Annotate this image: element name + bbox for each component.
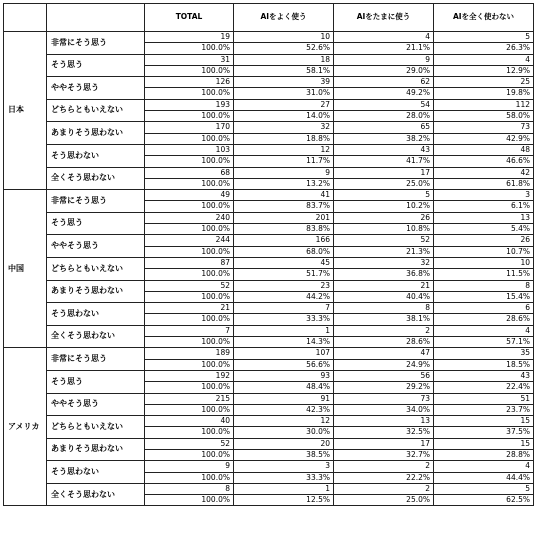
percent-cell-never-use: 57.1%: [434, 337, 534, 348]
percent-cell-use-often: 44.2%: [234, 291, 334, 302]
count-cell-use-sometimes: 2: [334, 483, 434, 494]
percent-cell-use-often: 42.3%: [234, 404, 334, 415]
percent-cell-never-use: 12.9%: [434, 65, 534, 76]
table-row-count: [4, 77, 534, 88]
count-cell-use-often: 3: [234, 461, 334, 472]
percent-cell-total: 100.0%: [145, 111, 234, 122]
count-cell-use-often: 1: [234, 483, 334, 494]
count-cell-use-often: 20: [234, 438, 334, 449]
count-cell-never-use: 35: [434, 348, 534, 359]
count-cell-total: 7: [145, 325, 234, 336]
table-row-count: [4, 235, 534, 246]
percent-cell-never-use: 18.5%: [434, 359, 534, 370]
percent-cell-use-sometimes: 38.1%: [334, 314, 434, 325]
percent-cell-never-use: 46.6%: [434, 156, 534, 167]
count-cell-never-use: 3: [434, 190, 534, 201]
percent-cell-use-sometimes: 25.0%: [334, 178, 434, 189]
count-cell-never-use: 6: [434, 303, 534, 314]
answer-label: 非常にそう思う: [47, 32, 145, 55]
count-cell-use-often: 12: [234, 416, 334, 427]
percent-cell-use-often: 33.3%: [234, 472, 334, 483]
percent-cell-total: 100.0%: [145, 133, 234, 144]
percent-cell-use-often: 14.3%: [234, 337, 334, 348]
count-cell-never-use: 26: [434, 235, 534, 246]
percent-cell-use-often: 51.7%: [234, 269, 334, 280]
count-cell-total: 68: [145, 167, 234, 178]
percent-cell-total: 100.0%: [145, 201, 234, 212]
percent-cell-total: 100.0%: [145, 404, 234, 415]
percent-cell-use-sometimes: 10.2%: [334, 201, 434, 212]
count-cell-total: 103: [145, 144, 234, 155]
percent-cell-never-use: 37.5%: [434, 427, 534, 438]
table-row-count: [4, 370, 534, 381]
table-row-count: [4, 461, 534, 472]
count-cell-use-sometimes: 65: [334, 122, 434, 133]
percent-cell-total: 100.0%: [145, 88, 234, 99]
answer-label: あまりそう思わない: [47, 438, 145, 461]
answer-label: 非常にそう思う: [47, 348, 145, 371]
percent-cell-never-use: 26.3%: [434, 43, 534, 54]
count-cell-total: 170: [145, 122, 234, 133]
percent-cell-use-sometimes: 21.1%: [334, 43, 434, 54]
answer-label: 全くそう思わない: [47, 167, 145, 190]
answer-label: そう思う: [47, 370, 145, 393]
count-cell-total: 52: [145, 280, 234, 291]
table-row-count: [4, 99, 534, 110]
count-cell-use-sometimes: 32: [334, 257, 434, 268]
count-cell-total: 19: [145, 32, 234, 43]
percent-cell-use-often: 58.1%: [234, 65, 334, 76]
answer-label: どちらともいえない: [47, 99, 145, 122]
percent-cell-use-often: 14.0%: [234, 111, 334, 122]
percent-cell-use-often: 38.5%: [234, 449, 334, 460]
count-cell-never-use: 73: [434, 122, 534, 133]
count-cell-total: 21: [145, 303, 234, 314]
percent-cell-total: 100.0%: [145, 314, 234, 325]
count-cell-never-use: 48: [434, 144, 534, 155]
percent-cell-use-sometimes: 22.2%: [334, 472, 434, 483]
percent-cell-never-use: 61.8%: [434, 178, 534, 189]
percent-cell-never-use: 23.7%: [434, 404, 534, 415]
percent-cell-use-sometimes: 10.8%: [334, 224, 434, 235]
count-cell-use-sometimes: 17: [334, 438, 434, 449]
percent-cell-use-sometimes: 21.3%: [334, 246, 434, 257]
count-cell-total: 40: [145, 416, 234, 427]
percent-cell-use-often: 83.7%: [234, 201, 334, 212]
percent-cell-never-use: 58.0%: [434, 111, 534, 122]
count-cell-use-often: 166: [234, 235, 334, 246]
column-header-total: TOTAL: [145, 4, 234, 32]
count-cell-total: 8: [145, 483, 234, 494]
table-row-count: [4, 393, 534, 404]
percent-cell-use-sometimes: 32.7%: [334, 449, 434, 460]
percent-cell-never-use: 44.4%: [434, 472, 534, 483]
percent-cell-use-often: 30.0%: [234, 427, 334, 438]
count-cell-total: 49: [145, 190, 234, 201]
percent-cell-use-sometimes: 38.2%: [334, 133, 434, 144]
percent-cell-never-use: 10.7%: [434, 246, 534, 257]
answer-label: 全くそう思わない: [47, 325, 145, 348]
count-cell-use-sometimes: 13: [334, 416, 434, 427]
percent-cell-never-use: 11.5%: [434, 269, 534, 280]
table-row-count: [4, 54, 534, 65]
count-cell-use-sometimes: 21: [334, 280, 434, 291]
table-row-count: [4, 325, 534, 336]
table-row-count: [4, 257, 534, 268]
percent-cell-total: 100.0%: [145, 291, 234, 302]
table-row-count: [4, 348, 534, 359]
percent-cell-use-often: 33.3%: [234, 314, 334, 325]
count-cell-total: 126: [145, 77, 234, 88]
percent-cell-never-use: 22.4%: [434, 382, 534, 393]
answer-label: 全くそう思わない: [47, 483, 145, 506]
percent-cell-use-often: 48.4%: [234, 382, 334, 393]
table-row-count: [4, 144, 534, 155]
count-cell-use-sometimes: 54: [334, 99, 434, 110]
percent-cell-use-often: 56.6%: [234, 359, 334, 370]
count-cell-use-often: 41: [234, 190, 334, 201]
count-cell-use-often: 39: [234, 77, 334, 88]
count-cell-never-use: 51: [434, 393, 534, 404]
count-cell-total: 9: [145, 461, 234, 472]
column-header-never-use: AIを全く使わない: [434, 4, 534, 32]
table-row-count: [4, 32, 534, 43]
percent-cell-total: 100.0%: [145, 178, 234, 189]
answer-label: ややそう思う: [47, 393, 145, 416]
percent-cell-never-use: 62.5%: [434, 495, 534, 506]
percent-cell-total: 100.0%: [145, 65, 234, 76]
percent-cell-use-often: 13.2%: [234, 178, 334, 189]
percent-cell-use-sometimes: 40.4%: [334, 291, 434, 302]
count-cell-never-use: 112: [434, 99, 534, 110]
count-cell-use-often: 7: [234, 303, 334, 314]
count-cell-never-use: 15: [434, 438, 534, 449]
count-cell-use-sometimes: 47: [334, 348, 434, 359]
table-row-count: [4, 416, 534, 427]
count-cell-use-often: 32: [234, 122, 334, 133]
count-cell-never-use: 13: [434, 212, 534, 223]
percent-cell-use-sometimes: 24.9%: [334, 359, 434, 370]
percent-cell-total: 100.0%: [145, 472, 234, 483]
count-cell-total: 193: [145, 99, 234, 110]
percent-cell-use-sometimes: 29.2%: [334, 382, 434, 393]
count-cell-use-sometimes: 5: [334, 190, 434, 201]
percent-cell-total: 100.0%: [145, 382, 234, 393]
percent-cell-use-often: 52.6%: [234, 43, 334, 54]
table-row-count: [4, 483, 534, 494]
percent-cell-use-often: 31.0%: [234, 88, 334, 99]
corner-cell: [47, 4, 145, 32]
answer-label: どちらともいえない: [47, 416, 145, 439]
count-cell-use-sometimes: 2: [334, 325, 434, 336]
percent-cell-use-sometimes: 28.6%: [334, 337, 434, 348]
count-cell-use-often: 93: [234, 370, 334, 381]
country-label: 中国: [4, 190, 47, 348]
count-cell-total: 52: [145, 438, 234, 449]
count-cell-use-often: 91: [234, 393, 334, 404]
percent-cell-use-often: 12.5%: [234, 495, 334, 506]
count-cell-use-sometimes: 43: [334, 144, 434, 155]
percent-cell-use-sometimes: 28.0%: [334, 111, 434, 122]
count-cell-use-often: 107: [234, 348, 334, 359]
percent-cell-use-sometimes: 41.7%: [334, 156, 434, 167]
count-cell-use-often: 1: [234, 325, 334, 336]
percent-cell-total: 100.0%: [145, 495, 234, 506]
percent-cell-total: 100.0%: [145, 449, 234, 460]
count-cell-use-sometimes: 4: [334, 32, 434, 43]
count-cell-use-sometimes: 62: [334, 77, 434, 88]
answer-label: あまりそう思わない: [47, 122, 145, 145]
count-cell-use-often: 10: [234, 32, 334, 43]
count-cell-never-use: 4: [434, 461, 534, 472]
percent-cell-total: 100.0%: [145, 224, 234, 235]
header-row: [4, 4, 534, 32]
count-cell-never-use: 42: [434, 167, 534, 178]
percent-cell-total: 100.0%: [145, 359, 234, 370]
column-header-use-sometimes: AIをたまに使う: [334, 4, 434, 32]
percent-cell-total: 100.0%: [145, 427, 234, 438]
table-row-count: [4, 190, 534, 201]
percent-cell-never-use: 5.4%: [434, 224, 534, 235]
count-cell-never-use: 5: [434, 32, 534, 43]
count-cell-use-sometimes: 73: [334, 393, 434, 404]
count-cell-total: 189: [145, 348, 234, 359]
count-cell-never-use: 4: [434, 325, 534, 336]
percent-cell-use-often: 83.8%: [234, 224, 334, 235]
percent-cell-use-sometimes: 32.5%: [334, 427, 434, 438]
country-label: アメリカ: [4, 348, 47, 506]
count-cell-use-sometimes: 9: [334, 54, 434, 65]
table-row-count: [4, 438, 534, 449]
percent-cell-total: 100.0%: [145, 337, 234, 348]
count-cell-use-sometimes: 8: [334, 303, 434, 314]
answer-label: ややそう思う: [47, 235, 145, 258]
count-cell-use-often: 18: [234, 54, 334, 65]
column-header-use-often: AIをよく使う: [234, 4, 334, 32]
percent-cell-use-sometimes: 36.8%: [334, 269, 434, 280]
count-cell-use-often: 23: [234, 280, 334, 291]
crosstab-table: [3, 3, 534, 506]
count-cell-never-use: 8: [434, 280, 534, 291]
percent-cell-total: 100.0%: [145, 156, 234, 167]
count-cell-never-use: 15: [434, 416, 534, 427]
count-cell-use-often: 12: [234, 144, 334, 155]
table-row-count: [4, 122, 534, 133]
count-cell-use-sometimes: 52: [334, 235, 434, 246]
country-label: 日本: [4, 32, 47, 190]
percent-cell-never-use: 15.4%: [434, 291, 534, 302]
percent-cell-use-sometimes: 49.2%: [334, 88, 434, 99]
answer-label: そう思わない: [47, 144, 145, 167]
answer-label: そう思う: [47, 212, 145, 235]
percent-cell-total: 100.0%: [145, 43, 234, 54]
percent-cell-never-use: 6.1%: [434, 201, 534, 212]
answer-label: そう思わない: [47, 303, 145, 326]
answer-label: そう思わない: [47, 461, 145, 484]
answer-label: あまりそう思わない: [47, 280, 145, 303]
percent-cell-never-use: 28.8%: [434, 449, 534, 460]
answer-label: そう思う: [47, 54, 145, 77]
percent-cell-use-sometimes: 25.0%: [334, 495, 434, 506]
count-cell-use-often: 27: [234, 99, 334, 110]
count-cell-use-sometimes: 2: [334, 461, 434, 472]
percent-cell-use-sometimes: 34.0%: [334, 404, 434, 415]
count-cell-use-often: 45: [234, 257, 334, 268]
answer-label: 非常にそう思う: [47, 190, 145, 213]
percent-cell-use-often: 11.7%: [234, 156, 334, 167]
percent-cell-use-sometimes: 29.0%: [334, 65, 434, 76]
count-cell-never-use: 5: [434, 483, 534, 494]
percent-cell-total: 100.0%: [145, 246, 234, 257]
count-cell-use-sometimes: 56: [334, 370, 434, 381]
answer-label: ややそう思う: [47, 77, 145, 100]
count-cell-never-use: 4: [434, 54, 534, 65]
corner-cell: [4, 4, 47, 32]
percent-cell-never-use: 28.6%: [434, 314, 534, 325]
table-row-count: [4, 303, 534, 314]
percent-cell-use-often: 68.0%: [234, 246, 334, 257]
count-cell-total: 240: [145, 212, 234, 223]
table-row-count: [4, 212, 534, 223]
count-cell-never-use: 43: [434, 370, 534, 381]
table-row-count: [4, 280, 534, 291]
count-cell-total: 192: [145, 370, 234, 381]
answer-label: どちらともいえない: [47, 257, 145, 280]
percent-cell-never-use: 42.9%: [434, 133, 534, 144]
percent-cell-never-use: 19.8%: [434, 88, 534, 99]
count-cell-use-often: 201: [234, 212, 334, 223]
count-cell-total: 215: [145, 393, 234, 404]
count-cell-never-use: 25: [434, 77, 534, 88]
percent-cell-use-often: 18.8%: [234, 133, 334, 144]
table-body: [4, 32, 534, 506]
count-cell-total: 87: [145, 257, 234, 268]
count-cell-total: 244: [145, 235, 234, 246]
table-row-count: [4, 167, 534, 178]
count-cell-never-use: 10: [434, 257, 534, 268]
count-cell-use-sometimes: 26: [334, 212, 434, 223]
percent-cell-total: 100.0%: [145, 269, 234, 280]
count-cell-total: 31: [145, 54, 234, 65]
count-cell-use-often: 9: [234, 167, 334, 178]
count-cell-use-sometimes: 17: [334, 167, 434, 178]
